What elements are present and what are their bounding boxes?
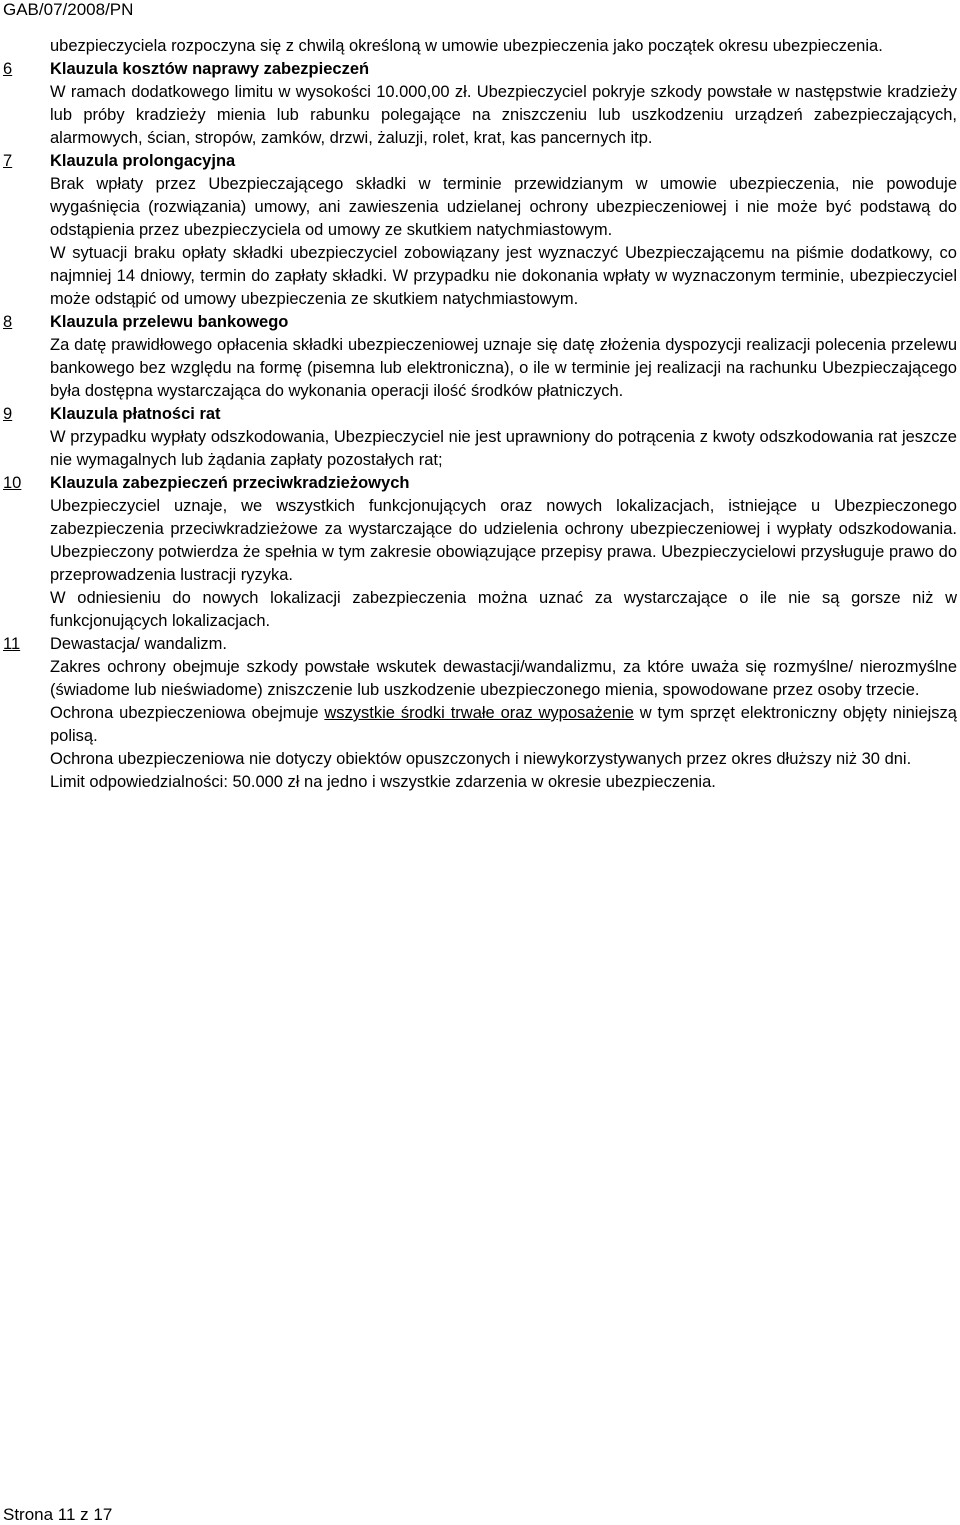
document-body	[0, 35, 960, 794]
document-code: GAB/07/2008/PN	[3, 0, 134, 19]
section-paragraph: W sytuacji braku opłaty składki ubezpieczyciel zobowiązany jest wyznaczyć Ubezpieczającemu na piśmie dodatkowy, co najmniej 14 dniowy, termin do zapłaty składki. W przypadku nie dokonania wpłaty w wyznaczonym terminie, ubezpieczyciel może odstąpić od umowy ubezpieczenia ze skutkiem natychmiastowym.	[50, 244, 957, 308]
paragraph-text: w tym sprzęt elektroniczny objęty niniejszą polisą.	[50, 704, 957, 745]
section-number: 8	[3, 313, 13, 331]
section-title: Klauzula prolongacyjna	[50, 152, 236, 170]
section-title: Klauzula kosztów naprawy zabezpieczeń	[50, 60, 370, 78]
section-paragraph: Limit odpowiedzialności: 50.000 zł na jedno i wszystkie zdarzenia w okresie ubezpieczenia.	[50, 773, 716, 791]
section-title: Klauzula zabezpieczeń przeciwkradzieżowych	[50, 474, 410, 492]
section-title: Klauzula płatności rat	[50, 405, 221, 423]
page-number: Strona 11 z 17	[3, 1505, 113, 1524]
section-number: 10	[3, 474, 22, 492]
section-9	[0, 403, 960, 472]
section-11	[0, 633, 960, 794]
section-paragraph: W odniesieniu do nowych lokalizacji zabezpieczenia można uznać za wystarczające o ile nie są gorsze niż w funkcjonujących lokalizacjach.	[50, 589, 957, 630]
section-paragraph: Ochrona ubezpieczeniowa nie dotyczy obiektów opuszczonych i niewykorzystywanych przez okres dłuższy niż 30 dni.	[50, 750, 912, 768]
section-number: 7	[3, 152, 13, 170]
section-title: Dewastacja/ wandalizm.	[50, 635, 227, 653]
intro-text: ubezpieczyciela rozpoczyna się z chwilą określoną w umowie ubezpieczenia jako początek okresu ubezpieczenia.	[50, 37, 883, 55]
section-paragraph: W przypadku wypłaty odszkodowania, Ubezpieczyciel nie jest uprawniony do potrącenia z kwoty odszkodowania rat jeszcze nie wymagalnych lub żądania zapłaty pozostałych rat;	[50, 428, 957, 469]
section-10	[0, 472, 960, 633]
paragraph-text: Ochrona ubezpieczeniowa obejmuje	[50, 704, 325, 722]
section-paragraph: Zakres ochrony obejmuje szkody powstałe wskutek dewastacji/wandalizmu, za które uważa się rozmyślne/ nierozmyślne (świadome lub nieświadome) zniszczenie lub uszkodzenie ubezpieczonego mienia, spowodowane przez osoby trzecie.	[50, 658, 957, 699]
intro-block	[0, 35, 960, 58]
section-title: Klauzula przelewu bankowego	[50, 313, 289, 331]
section-paragraph	[50, 702, 957, 748]
section-6	[0, 58, 960, 150]
section-paragraph: Brak wpłaty przez Ubezpieczającego składki w terminie przewidzianym w umowie ubezpieczenia, nie powoduje wygaśnięcia (rozwiązania) umowy, ani zawieszenia udzielanej ochrony ubezpieczeniowej i nie może być podstawą do odstąpienia przez ubezpieczyciela od umowy ze skutkiem natychmiastowym.	[50, 175, 957, 239]
section-8	[0, 311, 960, 403]
section-paragraph: Ubezpieczyciel uznaje, we wszystkich funkcjonujących oraz nowych lokalizacjach, istniejące u Ubezpieczonego zabezpieczenia przeciwkradzieżowe za wystarczające do udzielenia ochrony ubezpieczeniowej i wypłaty odszkodowania. Ubezpieczony potwierdza że spełnia w tym zakresie obowiązujące przepisy prawa. Ubezpieczycielowi przysługuje prawo do przeprowadzenia lustracji ryzyka.	[50, 497, 957, 584]
section-number: 11	[3, 635, 21, 653]
underlined-text: wszystkie środki trwałe oraz wyposażenie	[324, 704, 634, 722]
section-number: 6	[3, 60, 13, 78]
section-number: 9	[3, 405, 13, 423]
section-paragraph: Za datę prawidłowego opłacenia składki ubezpieczeniowej uznaje się datę złożenia dyspozycji realizacji polecenia przelewu bankowego bez względu na formę (pisemna lub elektroniczna), o ile w terminie jej realizacji na rachunku Ubezpieczającego była dostępna wystarczająca do wykonania operacji ilość środków płatniczych.	[50, 336, 957, 400]
section-paragraph: W ramach dodatkowego limitu w wysokości 10.000,00 zł. Ubezpieczyciel pokryje szkody powstałe w następstwie kradzieży lub próby kradzieży mienia lub rabunku polegające na zniszczeniu lub uszkodzeniu urządzeń zabezpieczających, alarmowych, ścian, stropów, zamków, drzwi, żaluzji, rolet, krat, kas pancernych itp.	[50, 83, 957, 147]
section-7	[0, 150, 960, 311]
